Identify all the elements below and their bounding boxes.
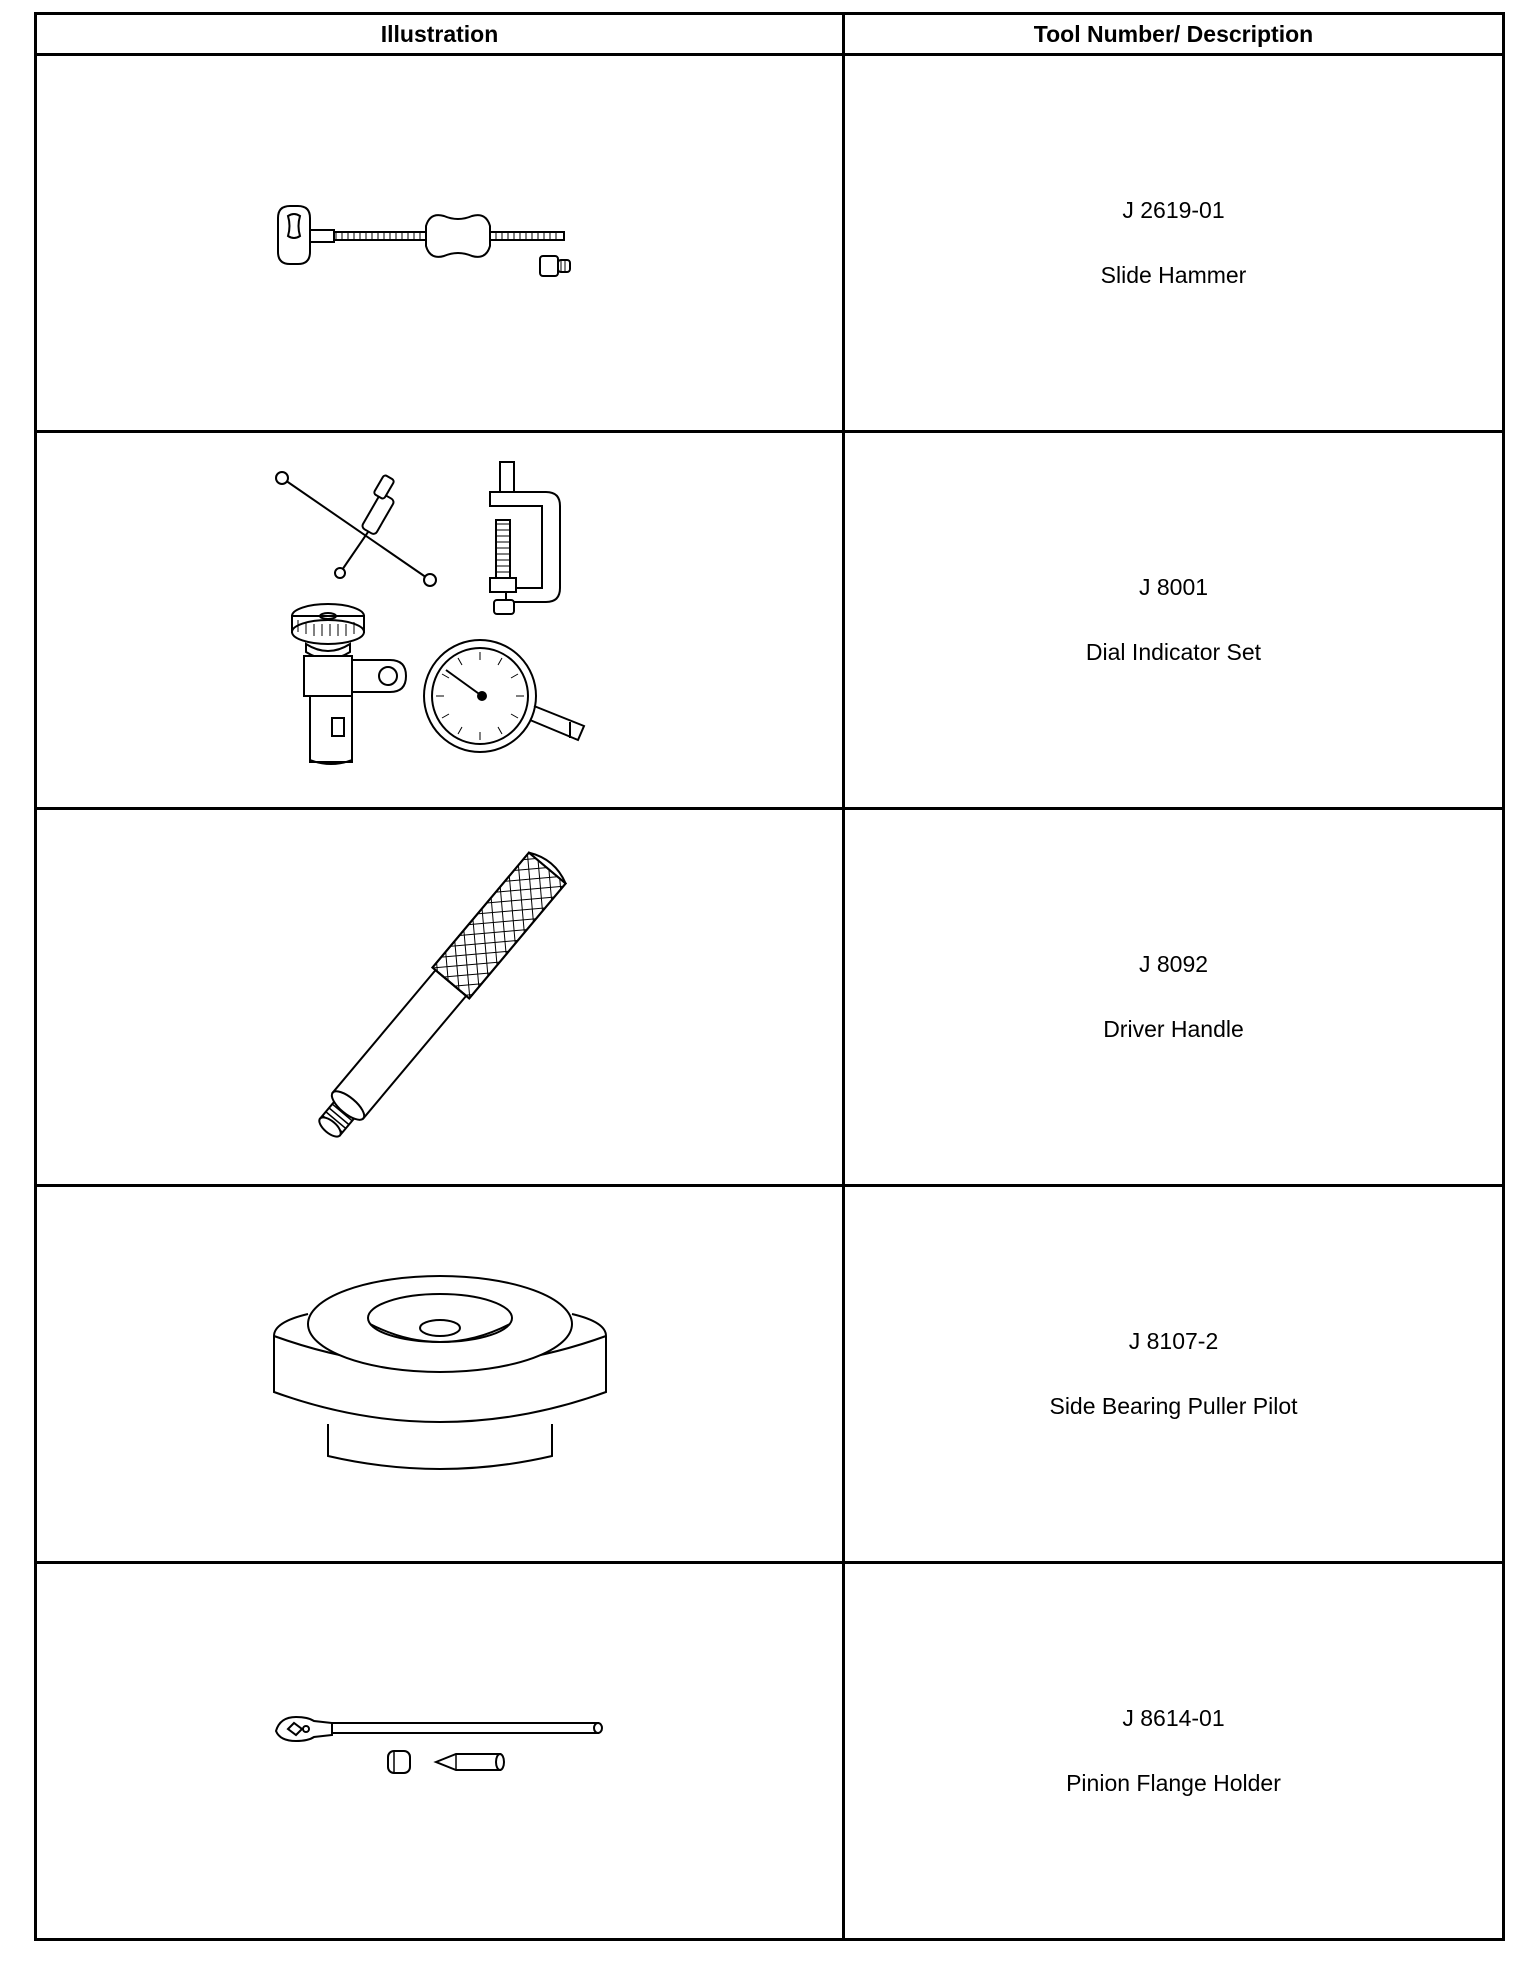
tool-description: Driver Handle: [1103, 1016, 1244, 1042]
description-cell: [844, 1563, 1504, 1940]
illustration-cell: [36, 1186, 844, 1563]
tool-number: J 8107-2: [1128, 1328, 1219, 1354]
bearing-puller-pilot-icon: [270, 1274, 610, 1474]
special-tools-table: [34, 12, 1505, 1941]
illustration-column-header: Illustration: [36, 14, 844, 55]
tool-description: Pinion Flange Holder: [1066, 1770, 1281, 1796]
tool-description: Slide Hammer: [1100, 262, 1247, 288]
table-row: [36, 809, 1504, 1186]
description-column-header: Tool Number/ Description: [844, 14, 1504, 55]
description-cell: [844, 432, 1504, 809]
illustration-cell: [36, 55, 844, 432]
description-cell: [844, 55, 1504, 432]
table-row: [36, 55, 1504, 432]
table-header-row: [36, 14, 1504, 55]
table-row: [36, 1563, 1504, 1940]
tool-number: J 8614-01: [1122, 1705, 1225, 1731]
illustration-cell: [36, 809, 844, 1186]
pinion-flange-holder-icon: [270, 1711, 610, 1791]
description-cell: [844, 1186, 1504, 1563]
tool-number: J 8001: [1138, 574, 1209, 600]
dial-indicator-set-icon: [270, 460, 610, 780]
tool-number: J 2619-01: [1122, 197, 1225, 223]
description-cell: [844, 809, 1504, 1186]
tool-description: Dial Indicator Set: [1085, 639, 1262, 665]
illustration-cell: [36, 432, 844, 809]
tool-number: J 8092: [1138, 951, 1209, 977]
illustration-cell: [36, 1563, 844, 1940]
driver-handle-icon: [270, 837, 610, 1157]
slide-hammer-icon: [270, 198, 610, 288]
table-row: [36, 432, 1504, 809]
tool-description: Side Bearing Puller Pilot: [1049, 1393, 1298, 1419]
table-row: [36, 1186, 1504, 1563]
